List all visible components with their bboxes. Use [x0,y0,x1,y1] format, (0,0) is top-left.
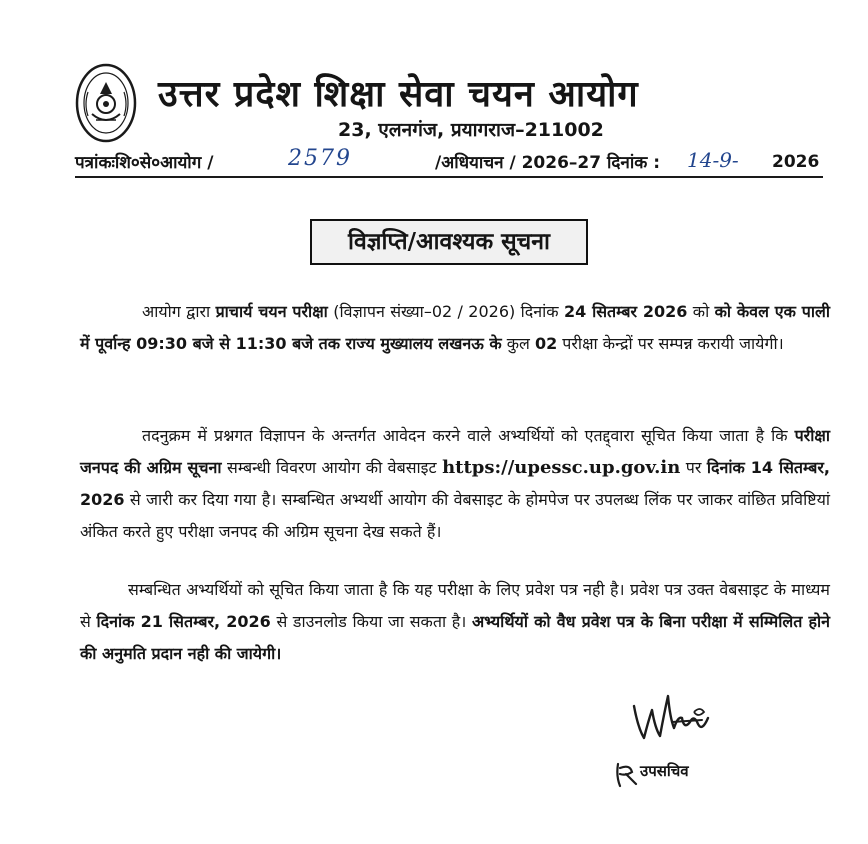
paragraph-text: तदनुक्रम में प्रश्नगत विज्ञापन के अन्तर्गत आवेदन करने वाले अभ्यर्थियों को एतद्द्वारा सूचित किया जाता है कि [142,426,795,445]
exam-schedule: को केवल एक पाली में पूर्वान्ह 09:30 बजे से 11:30 बजे तक राज्य मुख्यालय लखनऊ के [80,302,830,353]
header-divider [75,176,823,178]
reference-prefix: पत्रांकःशि०से०आयोग / [75,153,214,173]
signature-icon [628,688,716,746]
organization-address: 23, एलनगंज, प्रयागराज–211002 [338,119,604,141]
notice-paragraph-1 [80,296,830,360]
admit-card-warning: अभ्यर्थियों को वैध प्रवेश पत्र के बिना परीक्षा में सम्मिलित होने की अनुमति प्रदान नही की जायेगी। [80,612,831,663]
reference-suffix: /अधियाचन / 2026–27 दिनांक : [435,153,661,173]
commission-seal-icon [74,62,138,144]
paragraph-text: आयोग द्वारा [142,302,216,321]
exam-name: प्राचार्य चयन परीक्षा [215,302,328,321]
reference-number: 2579 [288,146,352,171]
paragraph-text: पर [680,458,707,477]
reference-date: 14-9- [687,148,739,172]
exam-date: 24 सितम्बर 2026 [563,302,688,321]
reference-line [75,140,823,178]
notice-title: विज्ञप्ति/आवश्यक सूचना [310,219,588,265]
admit-card-date: दिनांक 21 सितम्बर, 2026 [96,612,271,631]
paragraph-text: सम्बन्धित अभ्यर्थियों को सूचित किया जाता है कि यह परीक्षा के लिए प्रवेश पत्र नही है। प्रवेश पत्र उक्त वेबसाइट के माध्यम से [80,580,830,631]
notice-paragraph-3 [80,574,830,670]
district-intimation: परीक्षा जनपद की अग्रिम सूचना [80,426,830,477]
signatory-title: उपसचिव [640,762,689,780]
paragraph-text: परीक्षा केन्द्रों पर सम्पन्न करायी जायेगी। [557,334,784,353]
paragraph-text: को [687,302,715,321]
organization-name: उत्तर प्रदेश शिक्षा सेवा चयन आयोग [158,74,639,115]
paragraph-text: सम्बन्धी विवरण आयोग की वेबसाइट [221,458,443,477]
release-date: दिनांक 14 सितम्बर, 2026 [80,458,830,509]
reference-year: 2026 [772,152,820,172]
paragraph-text: (विज्ञापन संख्या–02 / 2026) दिनांक [327,302,564,321]
paragraph-text: से जारी कर दिया गया है। सम्बन्धित अभ्यर्थी आयोग की वेबसाइट के होमपेज पर उपलब्ध लिंक पर जाकर वांछित प्रविष्टियां अंकित करते हुए परीक्षा जनपद की अग्रिम सूचना देख सकते हैं। [80,490,830,541]
notice-paragraph-2 [80,420,830,548]
initial-icon [614,760,640,790]
paragraph-text: से डाउनलोड किया जा सकता है। [270,612,473,631]
centre-count: 02 [534,334,558,353]
website-link[interactable]: https://upessc.up.gov.in [442,457,681,478]
paragraph-text: कुल [501,334,535,353]
